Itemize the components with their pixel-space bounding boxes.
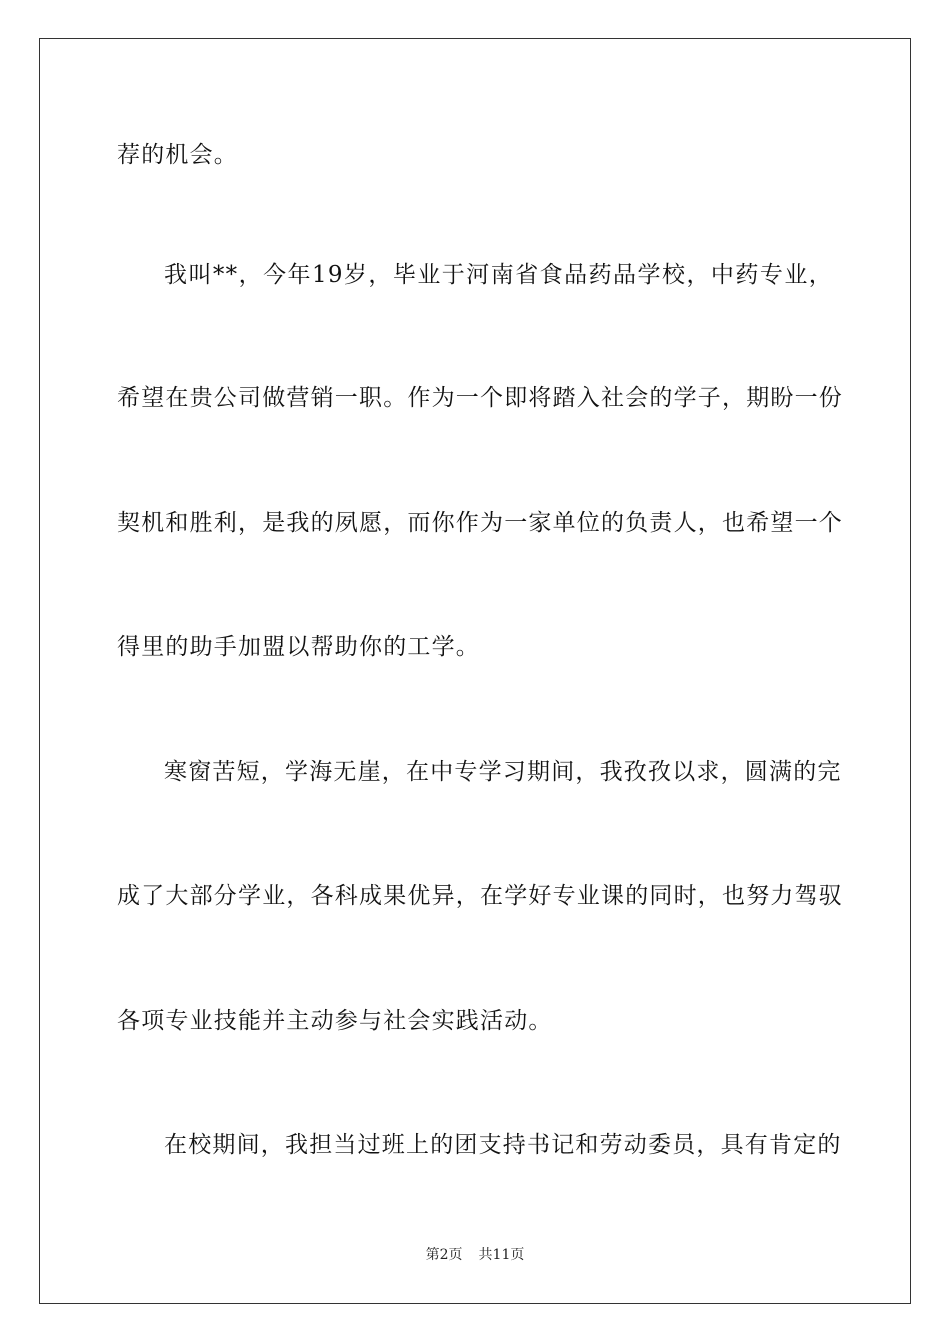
body-text-line: 荐的机会。 (117, 142, 238, 168)
page-border (39, 38, 911, 1304)
body-text-line: 寒窗苦短，学海无崖，在中专学习期间，我孜孜以求，圆满的完 (164, 759, 842, 785)
body-text-line: 各项专业技能并主动参与社会实践活动。 (117, 1008, 553, 1034)
body-text-line: 我叫**，今年19岁，毕业于河南省食品药品学校，中药专业， (164, 262, 833, 288)
page-total: 共11页 (478, 1247, 525, 1263)
page-footer (0, 1246, 950, 1264)
page-number: 第2页 (425, 1247, 463, 1263)
body-text-line: 在校期间，我担当过班上的团支持书记和劳动委员，具有肯定的 (164, 1132, 842, 1158)
body-text-line: 得里的助手加盟以帮助你的工学。 (117, 634, 480, 660)
body-text-line: 成了大部分学业，各科成果优异，在学好专业课的同时，也努力驾驭 (117, 883, 843, 909)
body-text-line: 希望在贵公司做营销一职。作为一个即将踏入社会的学子，期盼一份 (117, 385, 843, 411)
body-text-line: 契机和胜利，是我的夙愿，而你作为一家单位的负责人，也希望一个 (117, 510, 843, 536)
